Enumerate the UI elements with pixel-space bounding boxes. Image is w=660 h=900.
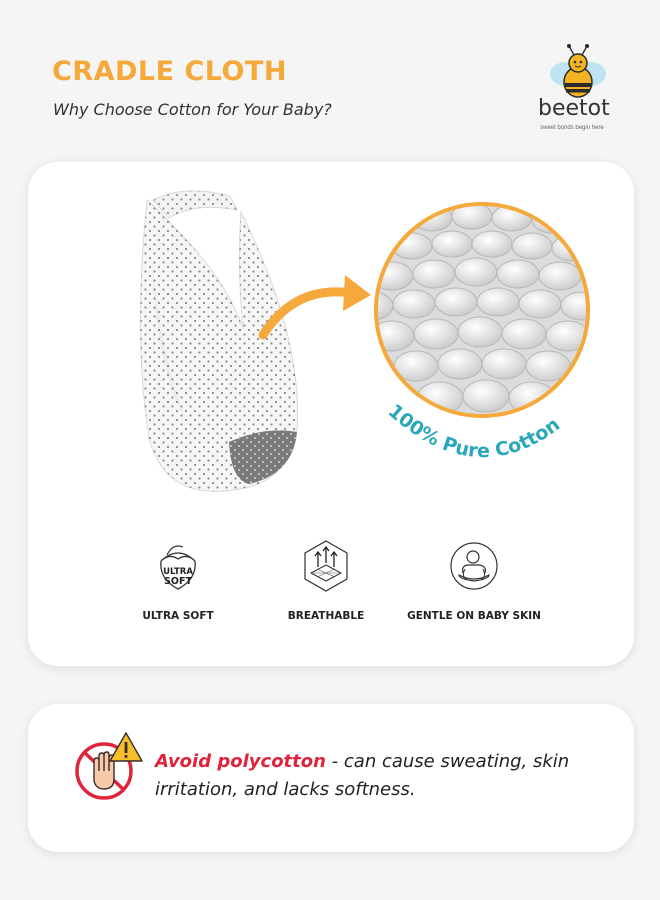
warning-highlight: Avoid polycotton	[155, 751, 326, 772]
page-title: CRADLE CLOTH	[52, 56, 287, 87]
svg-text:ULTRA: ULTRA	[163, 567, 193, 577]
svg-text:100% Pure Cotton	[384, 400, 564, 462]
texture-caption	[362, 300, 602, 500]
feature-gentle-skin	[399, 539, 549, 659]
warning-rest: - can cause sweating, skin irritation, and lacks softness.	[155, 751, 570, 800]
breathable-icon	[301, 539, 351, 593]
feature-breathable	[251, 539, 401, 659]
feature-label: GENTLE ON BABY SKIN	[407, 610, 541, 622]
feature-ultra-soft	[103, 539, 253, 659]
texture-caption-text: 100% Pure Cotton	[383, 399, 565, 463]
brand-name: beetot	[538, 96, 610, 121]
ultra-soft-icon	[153, 539, 203, 593]
baby-icon	[449, 539, 499, 593]
feature-label: BREATHABLE	[287, 610, 365, 622]
stop-hand-warning-icon	[72, 731, 144, 803]
bee-icon	[528, 38, 628, 138]
svg-text:SOFT: SOFT	[164, 576, 192, 587]
feature-label: ULTRA SOFT	[142, 610, 214, 622]
brand-tagline: sweet bonds begin here	[540, 125, 604, 131]
warning-text	[155, 748, 605, 804]
curved-arrow-icon	[255, 265, 375, 355]
page-subtitle: Why Choose Cotton for Your Baby?	[53, 100, 332, 119]
